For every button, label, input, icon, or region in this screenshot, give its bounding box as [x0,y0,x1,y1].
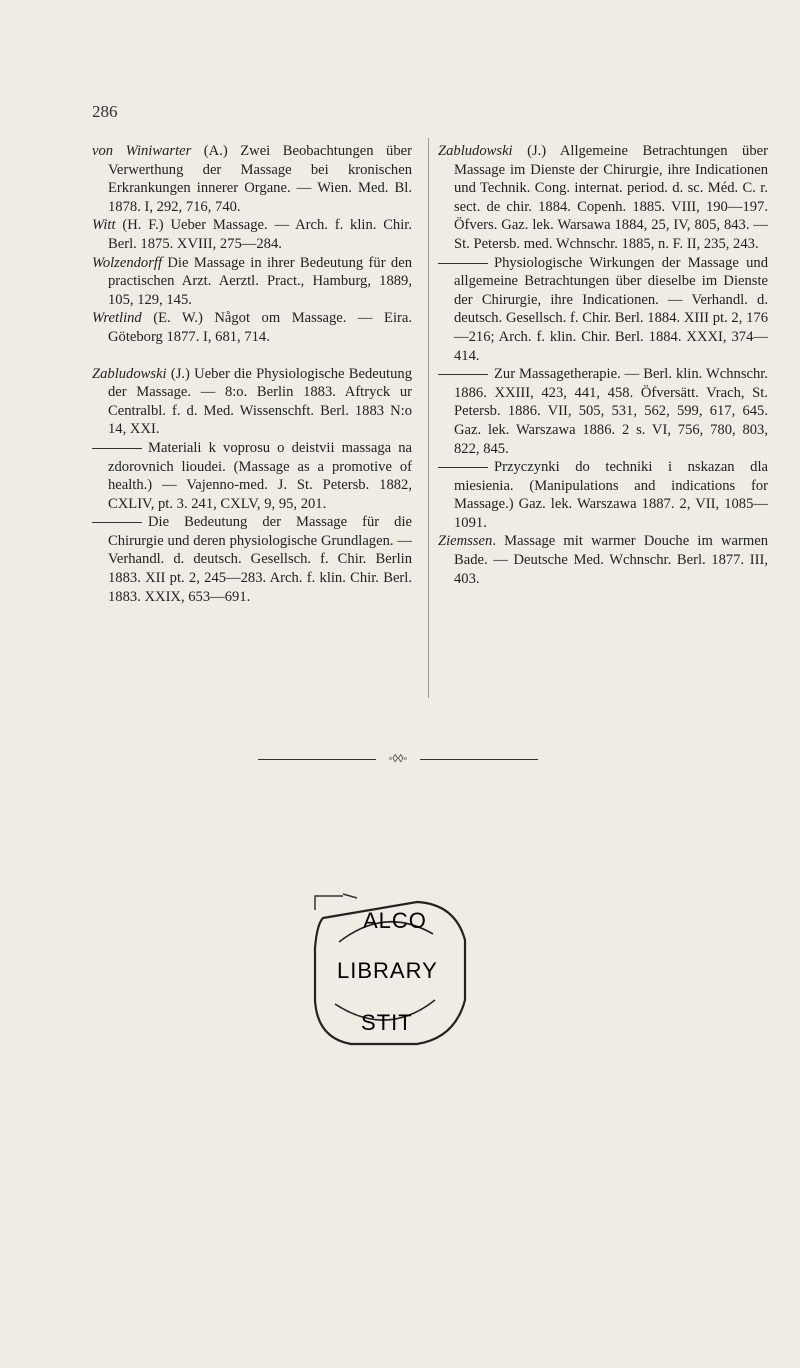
ornament-line-right [420,759,538,760]
bibliography-entry [438,532,768,588]
stamp-text-bottom: STIT [361,1010,413,1035]
stamp-corner-mark [315,894,357,910]
right-column [438,142,768,588]
bibliography-entry [92,439,412,513]
entry-text: Die Bedeutung der Massage für die Chirurgie und deren physiologische Grundlagen. — Verhandl. d. deutsch. Gesellsch. f. Chir. Berlin 1883. XII pt. 2, 245—283. Arch. f. klin. Chir. Berl. 1883. XXIX, 653—691. [108,514,412,605]
ornament-line-left [258,759,376,760]
entry-text: (A.) Zwei Beobachtungen über Verwerthung der Massage bei kronischen Erkrankungen innerer Organe. — Wien. Med. Bl. 1878. I, 292, 716, 740. [108,143,412,215]
bibliography-entry [438,254,768,366]
bibliography-entry [92,365,412,439]
page-number: 286 [92,102,118,121]
library-stamp [305,888,470,1046]
stamp-text-top: ALCO [363,908,427,933]
bibliography-entry [92,216,412,253]
entry-author: Zabludowski [92,365,167,382]
ornament-glyph: ◦◊◊◦ [388,753,408,765]
bibliography-entry [92,309,412,346]
bibliography-entry [438,458,768,532]
bibliography-entry [92,254,412,310]
ditto-dash [438,374,488,375]
entry-author: Wolzendorff [92,254,163,271]
bibliography-entry [92,142,412,216]
ditto-dash [92,522,142,523]
entry-text: (J.) Allgemeine Betrachtungen über Massage im Dienste der Chirurgie, ihre Indicationen und Technik. Cong. internat. period. d. sc. Méd. C. r. sect. de chir. 1884. Copenh. 1885. VIII, 190—197. Öfvers. Gaz. lek. Warsawa 1884, 25, IV, 805, 843. — St. Petersb. med. Wchnschr. 1885, n. F. II, 235, 243. [454,143,768,252]
entry-author: von Winiwarter [92,143,192,159]
column-divider [428,138,429,698]
entry-text: Zur Massagetherapie. — Berl. klin. Wchnschr. 1886. XXIII, 423, 441, 458. Öfversätt. Vrach, St. Petersb. 1886. VII, 505, 531, 562, 599, 617, 645. Gaz. lek. Warszawa 1886. 2 s. VI, 756, 780, 803, 822, 845. [454,366,768,457]
entry-text: Materiali k voprosu o deistvii massaga na zdorovnich lioudei. (Massage as a promotive of health.) — Vajenno-med. J. St. Petersb. 1882, CXLIV, pt. 3. 241, CXLV, 9, 95, 201. [108,439,412,512]
entry-text: (E. W.) Något om Massage. — Eira. Göteborg 1877. I, 681, 714. [108,310,412,345]
entry-text: Physiologische Wirkungen der Massage und allgemeine Betrachtungen über dieselbe im Dienste der Chirurgie, ihre Indicationen. — Verhandl. d. deutsch. Gesellsch. f. Chir. Berl. 1884. XIII pt. 2, 176—216; Arch. f. klin. Chir. Berl. 1884. XXXI, 374—414. [454,254,768,364]
bibliography-entry [92,513,412,606]
entry-author: Zabludowski [438,143,513,159]
entry-text: Przyczynki do techniki i nskazan dla miesienia. (Manipulations and indications for Massage.) Gaz. lek. Warszawa 1887. 2, VII, 1085—1091. [454,459,768,531]
bibliography-entry [438,365,768,458]
stamp-text-middle: LIBRARY [337,958,438,983]
bibliography-entry [438,142,768,254]
entry-author: Witt [92,217,116,234]
entry-author: Ziemssen [438,533,493,550]
entry-text: . Massage mit warmer Douche im warmen Bade. — Deutsche Med. Wchnschr. Berl. 1877. III, 403. [454,533,768,587]
entry-text: (H. F.) Ueber Massage. — Arch. f. klin. Chir. Berl. 1875. XVIII, 275—284. [108,217,412,252]
ditto-dash [92,448,142,449]
left-column [92,142,412,606]
entry-author: Wretlind [92,310,142,327]
end-ornament [258,752,538,766]
entry-text: Die Massage in ihrer Bedeutung für den practischen Arzt. Aerztl. Pract., Hamburg, 1889, 105, 129, 145. [108,254,412,308]
ditto-dash [438,467,488,468]
entry-text: (J.) Ueber die Physiologische Bedeutung der Massage. — 8:o. Berlin 1883. Aftryck ur Centralbl. f. d. Med. Wissenschft. Berl. 1883 N:o 14, XXI. [108,365,412,438]
ditto-dash [438,263,488,264]
